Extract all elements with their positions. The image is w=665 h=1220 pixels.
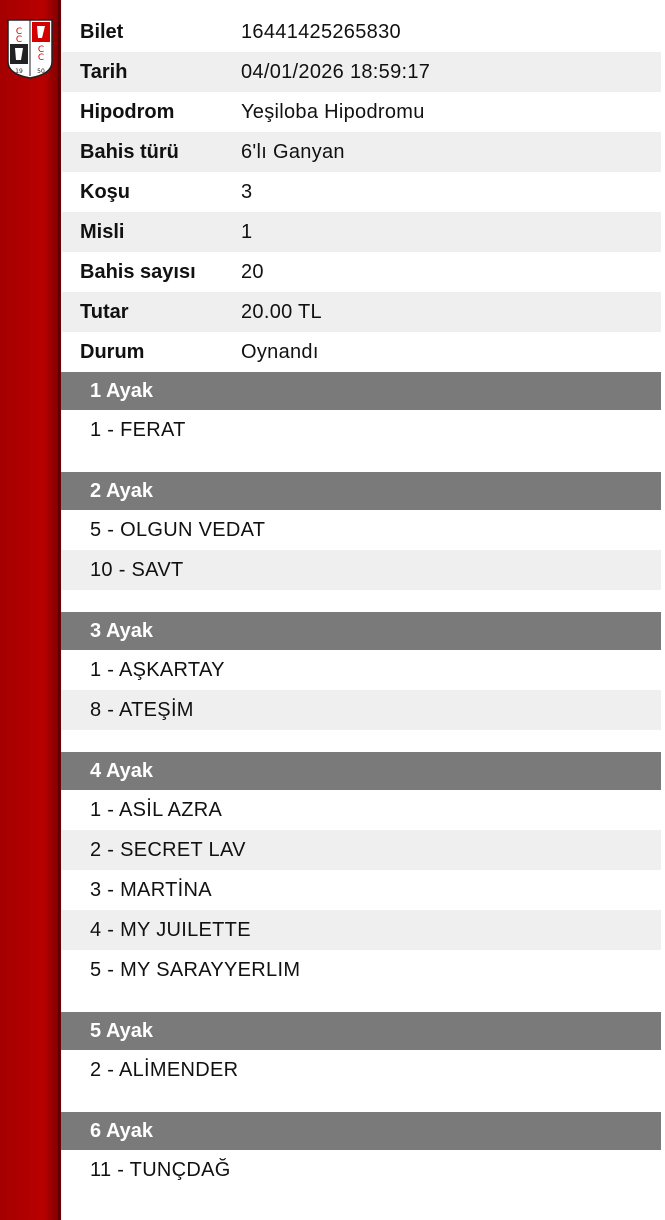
right-edge (661, 0, 665, 1220)
ticket-info-label: Tarih (80, 60, 128, 83)
leg-block (61, 752, 661, 1012)
horse-selection-row: 1 - AŞKARTAY (90, 658, 225, 681)
ticket-info-value: 1 (241, 220, 253, 243)
logo-year-left: 19 (15, 68, 23, 75)
ticket-info-value: 04/01/2026 18:59:17 (241, 60, 431, 83)
ticket-info-label: Hipodrom (80, 100, 175, 123)
horse-selection-row: 1 - FERAT (90, 418, 186, 441)
ticket-info-row (61, 252, 661, 292)
ticket-info-row (61, 92, 661, 132)
horse-selection-row: 8 - ATEŞİM (61, 690, 661, 730)
horse-selection-row: 10 - SAVT (61, 550, 661, 590)
svg-text:C: C (37, 53, 45, 63)
leg-block (61, 372, 661, 472)
leg-block (61, 612, 661, 752)
ticket-info-row (61, 292, 661, 332)
ticket-info-row (61, 172, 661, 212)
horse-selection-row: 3 - MARTİNA (90, 878, 212, 901)
leg-header: 6 Ayak (61, 1112, 661, 1150)
ticket-info-value: 20.00 TL (241, 300, 322, 323)
ticket-info-row (61, 332, 661, 372)
horse-selection-row: 1 - ASİL AZRA (90, 798, 223, 821)
leg-block (61, 1012, 661, 1112)
ticket-detail (61, 0, 661, 1212)
ticket-info-value: 16441425265830 (241, 20, 401, 43)
legs-list (61, 372, 661, 1212)
leg-block (61, 1112, 661, 1212)
leg-spacer (61, 590, 661, 612)
ticket-info-label: Misli (80, 220, 125, 243)
ticket-info-label: Koşu (80, 180, 130, 203)
ticket-info-table (61, 12, 661, 372)
leg-header: 2 Ayak (61, 472, 661, 510)
svg-text:C: C (15, 27, 23, 37)
sidebar (0, 0, 61, 1220)
ticket-info-value: Oynandı (241, 340, 319, 363)
horse-selection-row: 2 - ALİMENDER (90, 1058, 239, 1081)
ticket-info-label: Bilet (80, 20, 124, 43)
ticket-info-label: Bahis sayısı (80, 260, 196, 283)
leg-spacer (61, 1190, 661, 1212)
horse-selection-row: 2 - SECRET LAV (61, 830, 661, 870)
ticket-info-value: 3 (241, 180, 253, 203)
ticket-info-value: 6'lı Ganyan (241, 140, 345, 163)
leg-spacer (61, 450, 661, 472)
leg-block (61, 472, 661, 612)
svg-text:C: C (15, 35, 23, 45)
logo-year-right: 50 (37, 68, 45, 75)
ticket-info-value: Yeşiloba Hipodromu (241, 100, 425, 123)
leg-header: 4 Ayak (61, 752, 661, 790)
svg-text:C: C (37, 45, 45, 55)
ticket-info-row (61, 12, 661, 52)
ticket-info-row (61, 132, 661, 172)
ticket-info-label: Durum (80, 340, 145, 363)
leg-header: 3 Ayak (61, 612, 661, 650)
ticket-info-row (61, 212, 661, 252)
leg-spacer (61, 730, 661, 752)
ticket-info-row (61, 52, 661, 92)
leg-spacer (61, 1090, 661, 1112)
leg-header: 5 Ayak (61, 1012, 661, 1050)
ticket-info-value: 20 (241, 260, 264, 283)
ticket-info-label: Bahis türü (80, 140, 179, 163)
leg-header: 1 Ayak (61, 372, 661, 410)
leg-spacer (61, 990, 661, 1012)
horse-selection-row: 5 - OLGUN VEDAT (90, 518, 266, 541)
horse-selection-row: 5 - MY SARAYYERLIM (90, 958, 301, 981)
ticket-info-label: Tutar (80, 300, 129, 323)
horse-selection-row: 11 - TUNÇDAĞ (90, 1158, 231, 1181)
horse-selection-row: 4 - MY JUILETTE (61, 910, 661, 950)
club-logo-icon (6, 18, 54, 80)
